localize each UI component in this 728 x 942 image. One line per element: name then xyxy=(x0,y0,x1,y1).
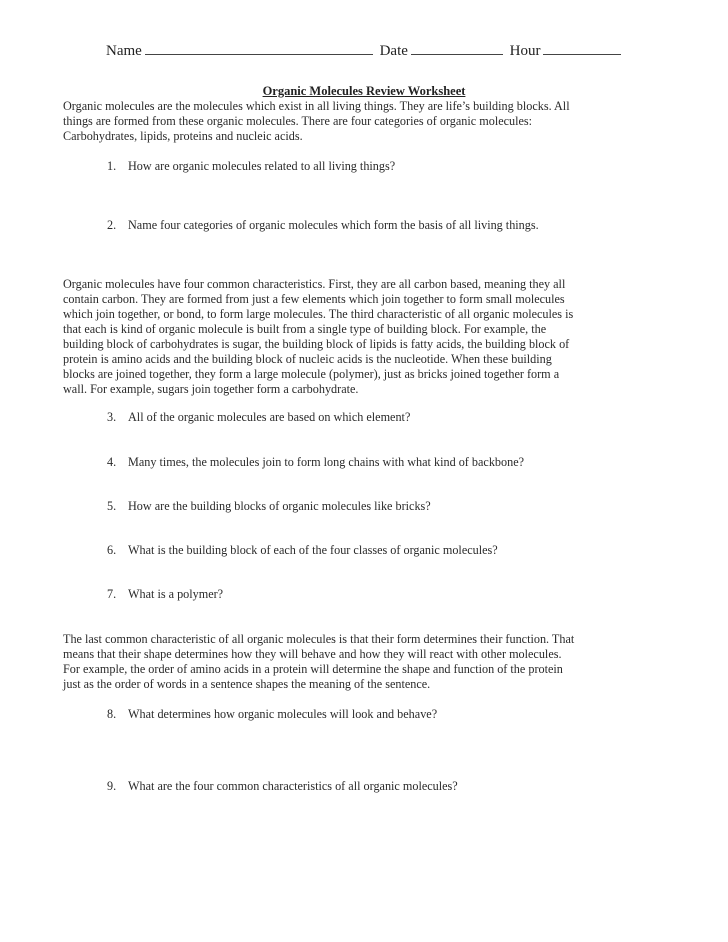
text-line: which join together, or bond, to form large molecules. The third characteristic of all organic molecules is xyxy=(63,307,574,321)
hour-blank[interactable] xyxy=(543,41,621,55)
question-text: What are the four common characteristics of all organic molecules? xyxy=(128,779,458,793)
intro-paragraph xyxy=(63,99,619,144)
question-3 xyxy=(107,410,410,425)
form-function-paragraph xyxy=(63,632,619,692)
text-line: that each is kind of organic molecule is built from a single type of building block. For example, the xyxy=(63,322,547,336)
text-line: Organic molecules have four common characteristics. First, they are all carbon based, meaning they all xyxy=(63,277,566,291)
text-line: For example, the order of amino acids in a protein will determine the shape and function of the protein xyxy=(63,662,563,676)
question-number: 6. xyxy=(107,543,117,557)
name-label: Name xyxy=(106,43,142,59)
hour-label: Hour xyxy=(509,43,541,59)
question-9 xyxy=(107,779,458,794)
text-line: contain carbon. They are formed from just a few elements which join together to form small molecules xyxy=(63,292,565,306)
text-line: things are formed from these organic molecules. There are four categories of organic molecules: xyxy=(63,114,533,128)
text-line: just as the order of words in a sentence shapes the meaning of the sentence. xyxy=(63,677,431,691)
question-7 xyxy=(107,587,223,602)
question-5 xyxy=(107,499,431,514)
question-text: What determines how organic molecules will look and behave? xyxy=(128,707,438,721)
question-text: What is a polymer? xyxy=(128,587,224,601)
question-8 xyxy=(107,707,437,722)
text-line: protein is amino acids and the building block of nucleic acids is the nucleotide. When these building xyxy=(63,352,552,366)
text-line: The last common characteristic of all organic molecules is that their form determines their function. That xyxy=(63,632,575,646)
question-number: 1. xyxy=(107,159,117,173)
student-info-header xyxy=(106,41,626,60)
question-number: 2. xyxy=(107,218,117,232)
question-number: 8. xyxy=(107,707,117,721)
question-text: Name four categories of organic molecules which form the basis of all living things. xyxy=(128,218,539,232)
date-label: Date xyxy=(379,43,408,59)
text-line: Organic molecules are the molecules which exist in all living things. They are life’s building blocks. All xyxy=(63,99,570,113)
question-number: 3. xyxy=(107,410,117,424)
date-blank[interactable] xyxy=(411,41,503,55)
question-number: 4. xyxy=(107,455,117,469)
question-text: All of the organic molecules are based on which element? xyxy=(128,410,411,424)
characteristics-paragraph xyxy=(63,277,619,397)
question-6 xyxy=(107,543,498,558)
question-text: What is the building block of each of the four classes of organic molecules? xyxy=(128,543,498,557)
question-number: 5. xyxy=(107,499,117,513)
question-number: 7. xyxy=(107,587,117,601)
question-1 xyxy=(107,159,395,174)
question-text: How are the building blocks of organic molecules like bricks? xyxy=(128,499,431,513)
worksheet-title: Organic Molecules Review Worksheet xyxy=(262,84,466,98)
question-2 xyxy=(107,218,539,233)
text-line: building block of carbohydrates is sugar, the building block of lipids is fatty acids, the building block of xyxy=(63,337,570,351)
name-blank[interactable] xyxy=(145,41,373,55)
text-line: Carbohydrates, lipids, proteins and nucleic acids. xyxy=(63,129,303,143)
question-text: How are organic molecules related to all living things? xyxy=(128,159,396,173)
text-line: blocks are joined together, they form a large molecule (polymer), just as bricks joined together form a xyxy=(63,367,560,381)
question-4 xyxy=(107,455,524,470)
question-text: Many times, the molecules join to form long chains with what kind of backbone? xyxy=(128,455,525,469)
question-number: 9. xyxy=(107,779,117,793)
text-line: means that their shape determines how they will behave and how they will react with other molecules. xyxy=(63,647,562,661)
text-line: wall. For example, sugars join together form a carbohydrate. xyxy=(63,382,359,396)
